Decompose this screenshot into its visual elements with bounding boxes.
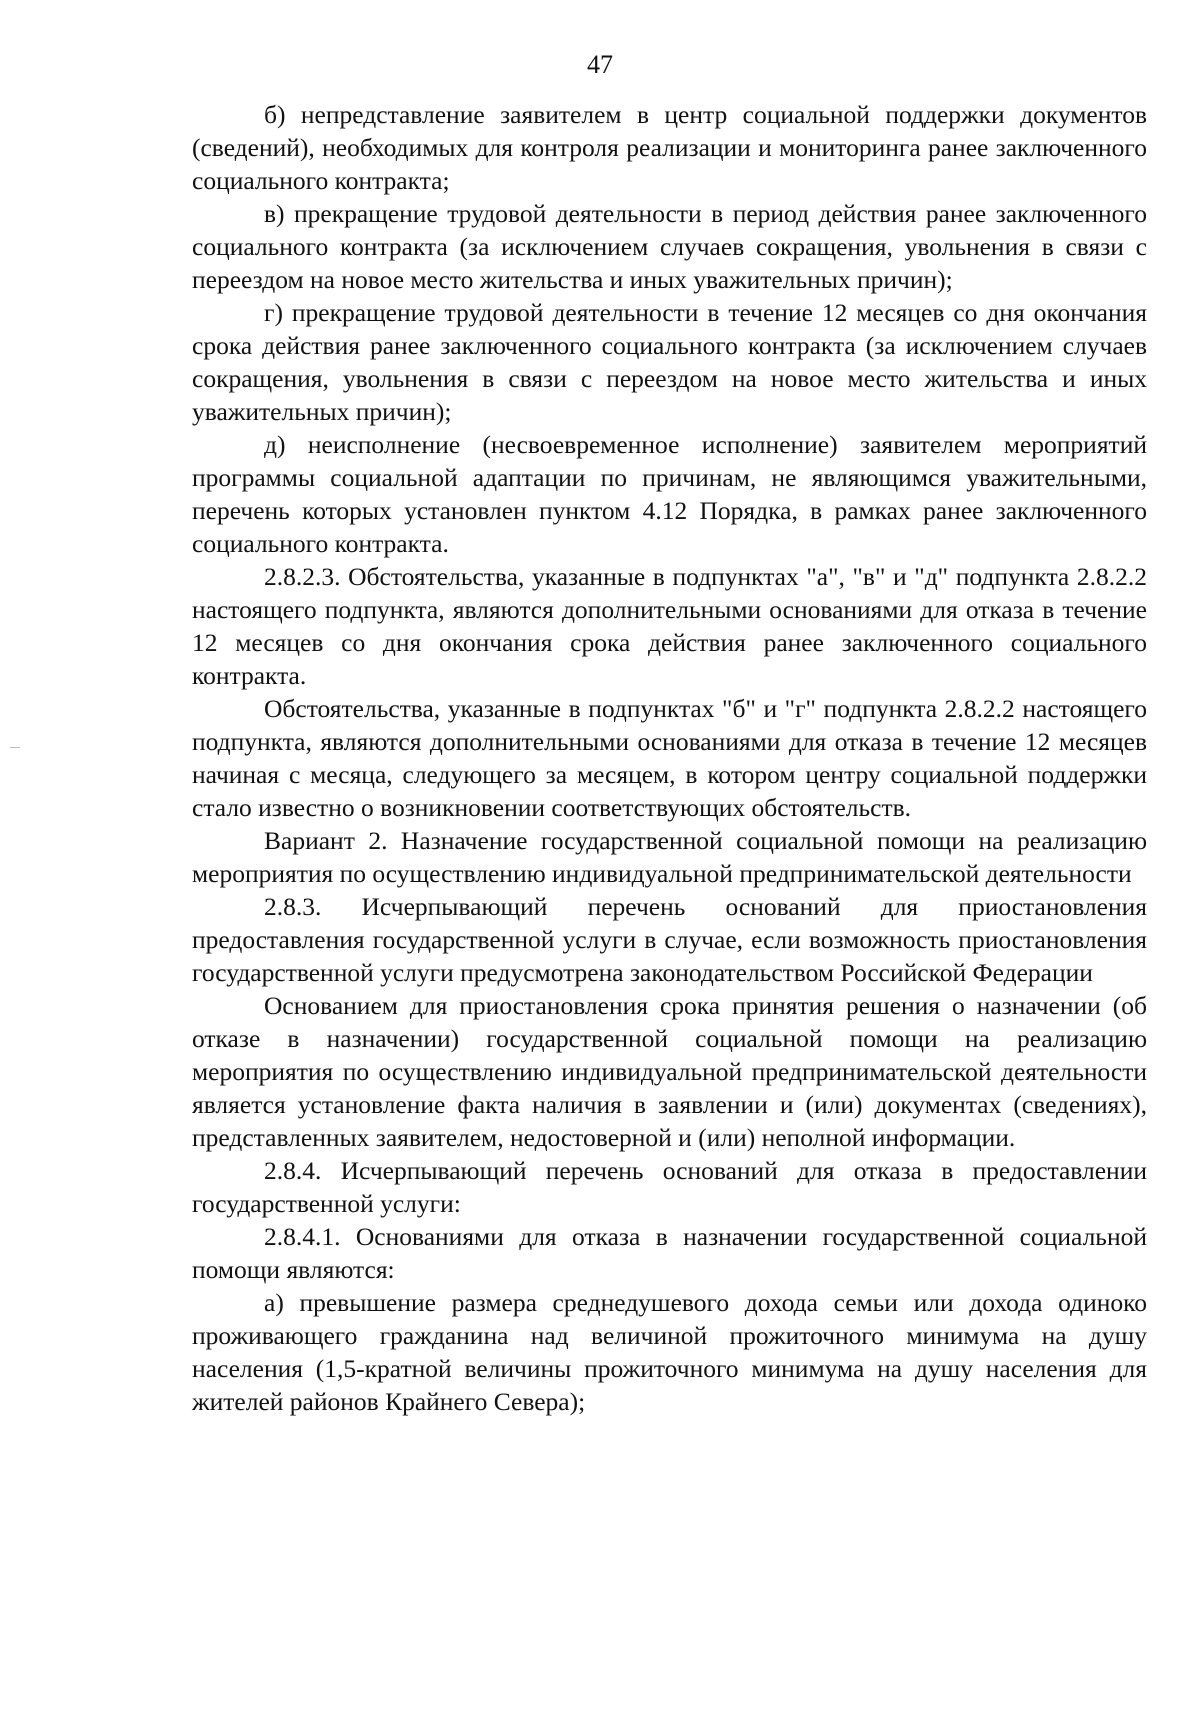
paragraph-2-8-4-1: 2.8.4.1. Основаниями для отказа в назначении государственной социальной помощи являются:: [192, 1222, 1147, 1284]
paragraph-2-8-2-3: 2.8.2.3. Обстоятельства, указанные в подпунктах "а", "в" и "д" подпункта 2.8.2.2 настоящего подпункта, являются дополнительными основаниями для отказа в течение 12 месяцев со дня окончания срока действия ранее заключенного социального контракта.: [192, 562, 1147, 690]
section-heading-variant-2: Вариант 2. Назначение государственной социальной помощи на реализацию мероприятия по осуществлению индивидуальной предпринимательской деятельности: [192, 826, 1147, 888]
paragraph-item-v: в) прекращение трудовой деятельности в период действия ранее заключенного социального контракта (за исключением случаев сокращения, увольнения в связи с переездом на новое место жительства и иных уважительных причин);: [192, 199, 1147, 294]
paragraph-item-d: д) неисполнение (несвоевременное исполнение) заявителем мероприятий программы социальной адаптации по причинам, не являющимся уважительными, перечень которых установлен пунктом 4.12 Порядка, в рамках ранее заключенного социального контракта.: [192, 430, 1147, 558]
document-body: [192, 98, 1147, 1418]
paragraph-circumstances: Обстоятельства, указанные в подпунктах "б" и "г" подпункта 2.8.2.2 настоящего подпункта, являются дополнительными основаниями для отказа в течение 12 месяцев начиная с месяца, следующего за месяцем, в котором центру социальной поддержки стало известно о возникновении соответствующих обстоятельств.: [192, 694, 1147, 822]
paragraph-2-8-4: 2.8.4. Исчерпывающий перечень оснований для отказа в предоставлении государственной услуги:: [192, 1156, 1147, 1218]
paragraph-item-g: г) прекращение трудовой деятельности в течение 12 месяцев со дня окончания срока действия ранее заключенного социального контракта (за исключением случаев сокращения, увольнения в связи с переездом на новое место жительства и иных уважительных причин);: [192, 298, 1147, 426]
paragraph-item-b: б) непредставление заявителем в центр социальной поддержки документов (сведений), необходимых для контроля реализации и мониторинга ранее заключенного социального контракта;: [192, 100, 1147, 195]
page-number: 47: [587, 50, 613, 79]
paragraph-suspension-basis: Основанием для приостановления срока принятия решения о назначении (об отказе в назначении) государственной социальной помощи на реализацию мероприятия по осуществлению индивидуальной предпринимательской деятельности является установление факта наличия в заявлении и (или) документах (сведениях), представленных заявителем, недостоверной и (или) неполной информации.: [192, 991, 1147, 1152]
paragraph-2-8-3: 2.8.3. Исчерпывающий перечень оснований для приостановления предоставления государственной услуги в случае, если возможность приостановления государственной услуги предусмотрена законодательством Российской Федерации: [192, 892, 1147, 987]
scan-artifact-mark: [10, 747, 20, 748]
paragraph-item-a: а) превышение размера среднедушевого дохода семьи или дохода одиноко проживающего гражданина над величиной прожиточного минимума на душу населения (1,5-кратной величины прожиточного минимума на душу населения для жителей районов Крайнего Севера);: [192, 1288, 1147, 1416]
